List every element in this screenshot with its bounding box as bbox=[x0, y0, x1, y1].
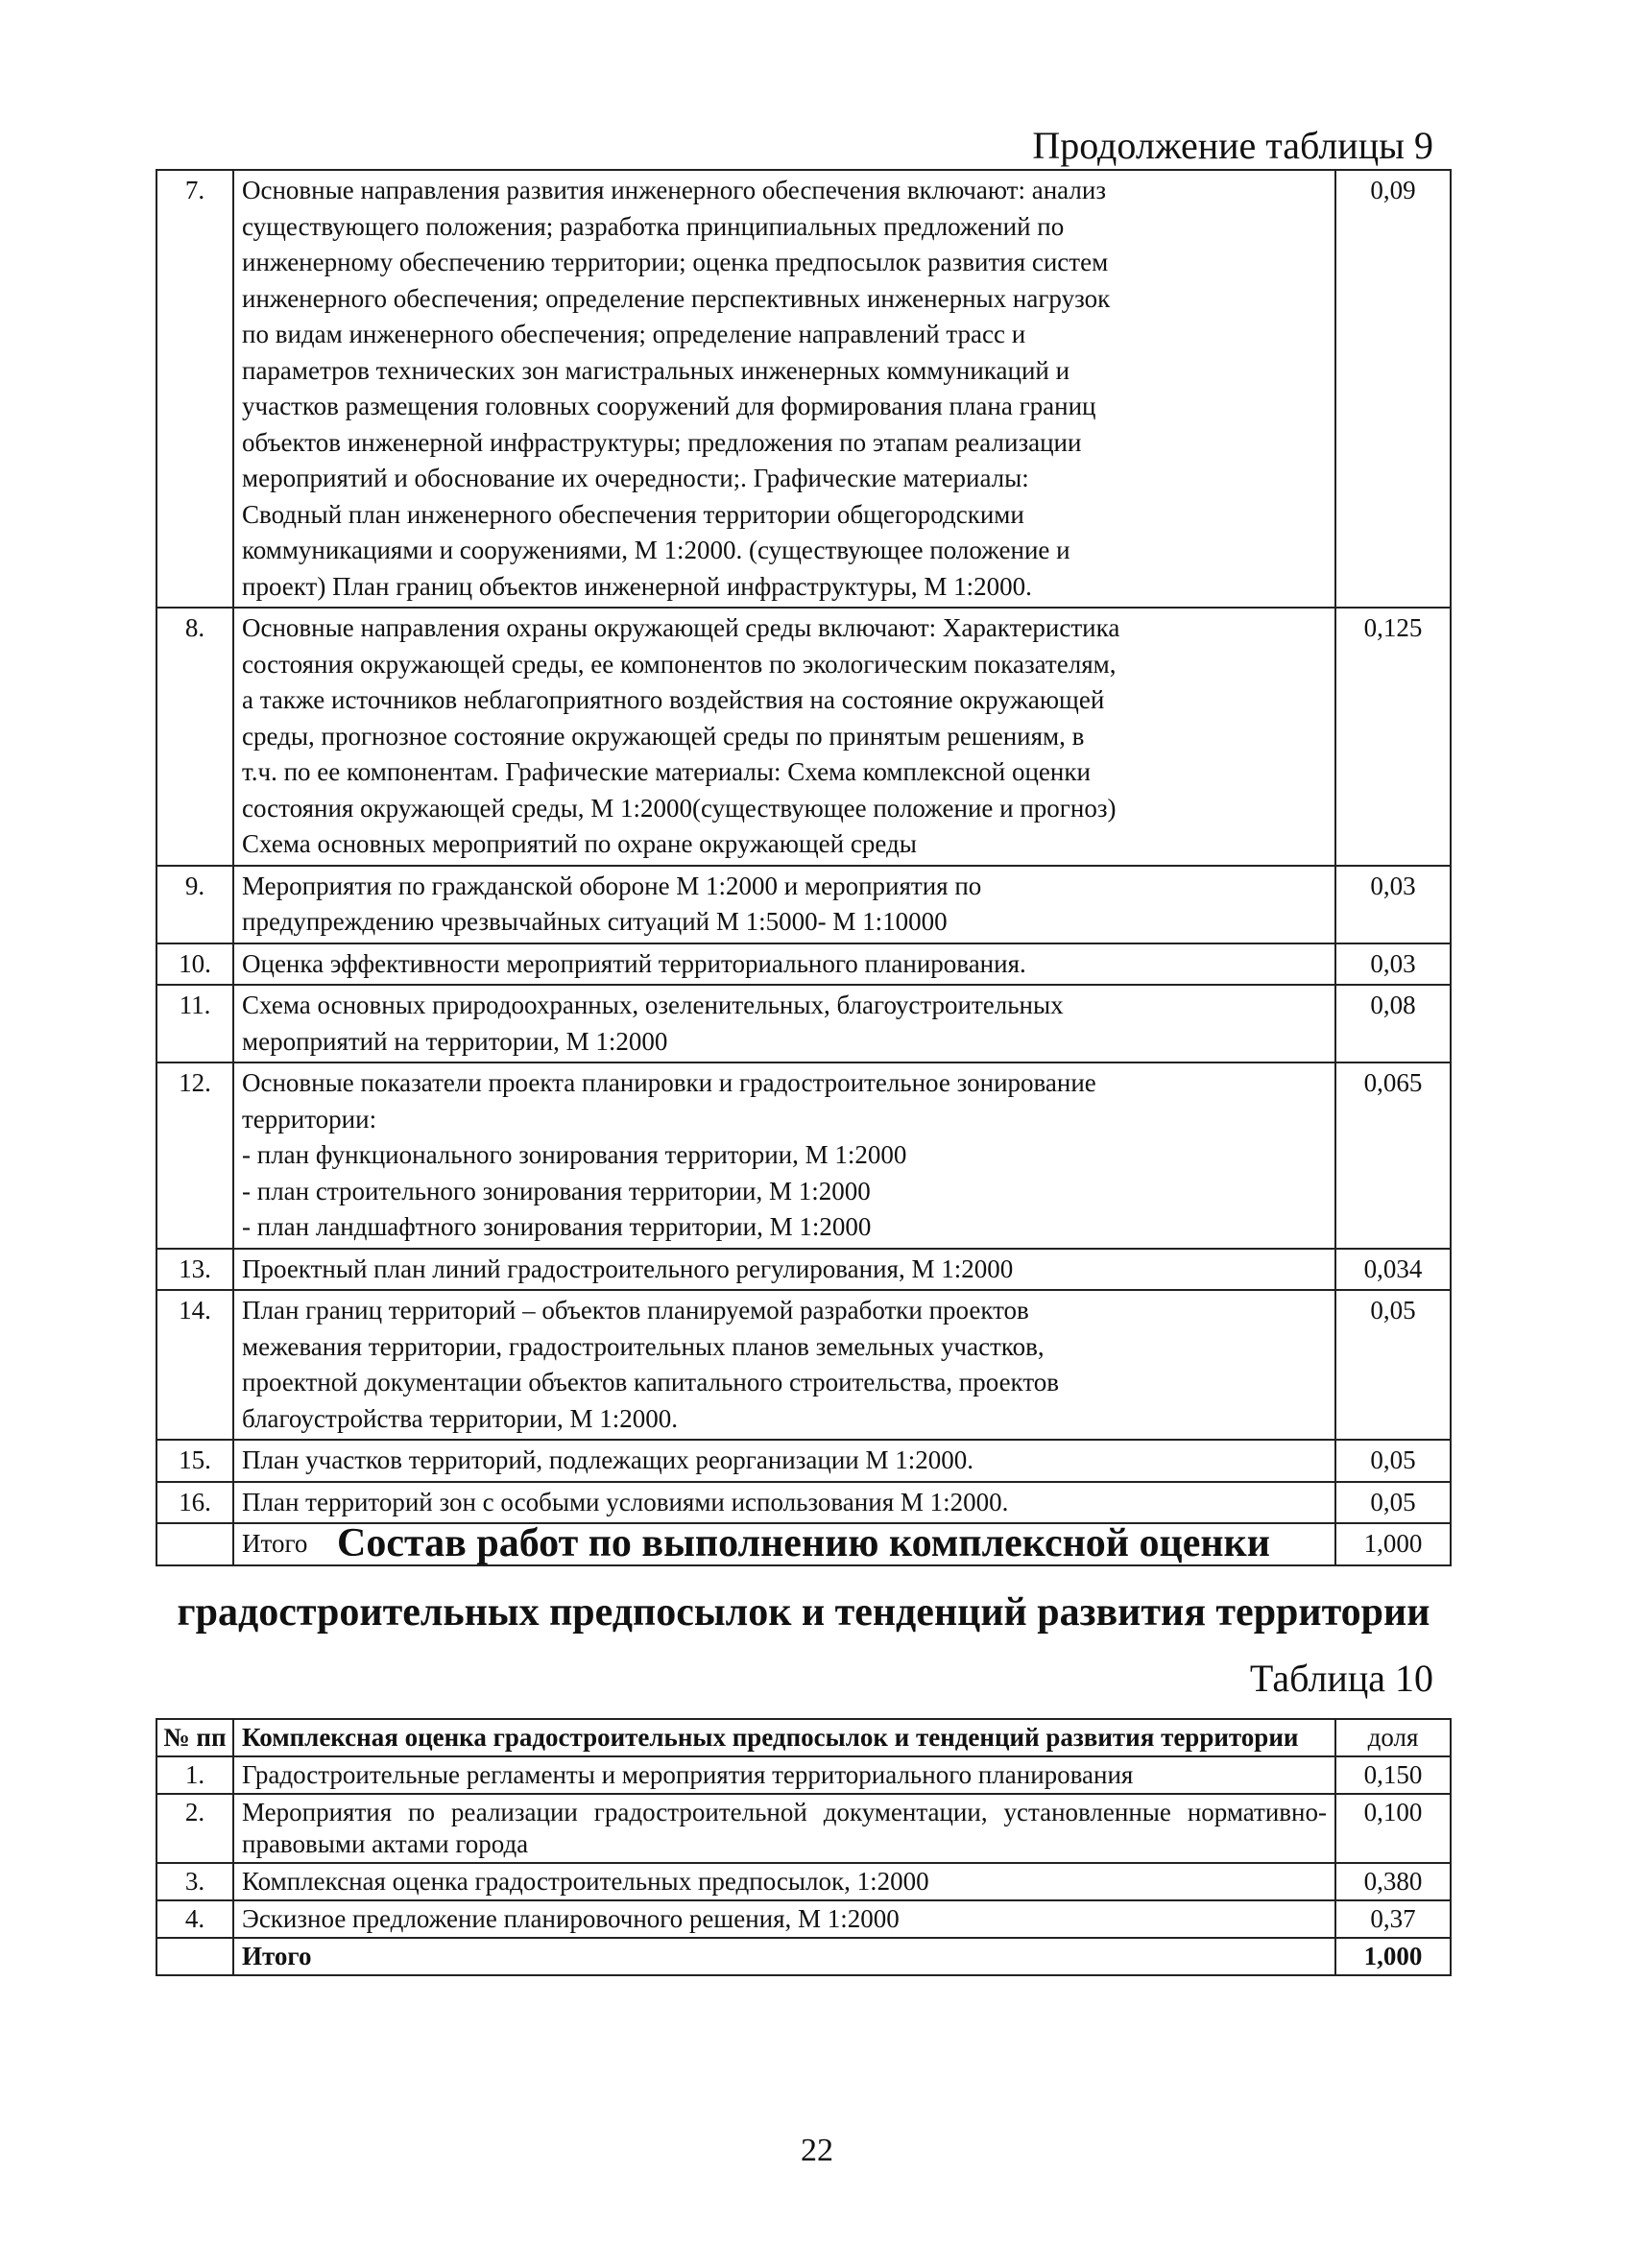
table-row bbox=[156, 1900, 1451, 1938]
table-row bbox=[156, 1756, 1451, 1794]
description-line: существующего положения; разработка принципиальных предложений по bbox=[242, 211, 1065, 241]
table-row bbox=[156, 1938, 1451, 1975]
description-line: среды, прогнозное состояние окружающей среды по принятым решениям, в bbox=[242, 721, 1085, 751]
description-line: проектной документации объектов капитального строительства, проектов bbox=[242, 1368, 1060, 1397]
description-line: межевания территории, градостроительных планов земельных участков, bbox=[242, 1331, 1045, 1361]
row-number: 16. bbox=[156, 1482, 233, 1524]
description-line: План границ территорий – объектов планируемой разработки проектов bbox=[242, 1296, 1029, 1325]
table-row bbox=[156, 1794, 1451, 1863]
row-share: 0,100 bbox=[1335, 1794, 1451, 1863]
table-row bbox=[156, 1290, 1451, 1440]
description-line: - план функционального зонирования территории, М 1:2000 bbox=[242, 1140, 907, 1169]
row-description bbox=[233, 170, 1335, 608]
description-line: состояния окружающей среды, ее компонентов по экологическим показателям, bbox=[242, 649, 1117, 679]
row-description bbox=[233, 1482, 1335, 1524]
row-share: 0,03 bbox=[1335, 866, 1451, 943]
description-line: мероприятий на территории, М 1:2000 bbox=[242, 1026, 668, 1056]
description-line: Проектный план линий градостроительного регулирования, М 1:2000 bbox=[242, 1253, 1014, 1283]
row-description bbox=[233, 608, 1335, 866]
row-share: 0,03 bbox=[1335, 943, 1451, 986]
table-row bbox=[156, 170, 1451, 608]
row-description bbox=[233, 985, 1335, 1062]
description-line: коммуникациями и сооружениями, М 1:2000. (существующее положение и bbox=[242, 536, 1070, 564]
table-row bbox=[156, 1482, 1451, 1524]
description-line: территории: bbox=[242, 1104, 377, 1134]
table-row bbox=[156, 1440, 1451, 1482]
description-line: а также источников неблагоприятного воздействия на состояние окружающей bbox=[242, 685, 1105, 714]
row-number: 9. bbox=[156, 866, 233, 943]
header-share: доля bbox=[1335, 1719, 1451, 1756]
description-line: инженерного обеспечения; определение перспективных инженерных нагрузок bbox=[242, 283, 1111, 313]
row-share: 0,09 bbox=[1335, 170, 1451, 608]
row-share: 1,000 bbox=[1335, 1938, 1451, 1975]
description-line: Основные направления охраны окружающей среды включают: Характеристика bbox=[242, 613, 1120, 642]
row-number: 15. bbox=[156, 1440, 233, 1482]
row-number: 1. bbox=[156, 1756, 233, 1794]
row-number: 3. bbox=[156, 1863, 233, 1900]
description-line: предупреждению чрезвычайных ситуаций М 1:5000- М 1:10000 bbox=[242, 907, 948, 936]
row-number: 7. bbox=[156, 170, 233, 608]
row-number bbox=[156, 1938, 233, 1975]
section-heading-line-1: Состав работ по выполнению комплексной оценки bbox=[337, 1521, 1270, 1565]
row-share: 0,065 bbox=[1335, 1062, 1451, 1249]
row-description bbox=[233, 1062, 1335, 1249]
row-description bbox=[233, 1440, 1335, 1482]
description-line: Основные показатели проекта планировки и градостроительное зонирование bbox=[242, 1068, 1096, 1097]
row-number: 10. bbox=[156, 943, 233, 986]
row-number: 2. bbox=[156, 1794, 233, 1863]
row-number: 13. bbox=[156, 1249, 233, 1291]
description-line: по видам инженерного обеспечения; определение направлений трасс и bbox=[242, 320, 1026, 348]
table-row bbox=[156, 1062, 1451, 1249]
table-row bbox=[156, 985, 1451, 1062]
description-line: объектов инженерной инфраструктуры; предложения по этапам реализации bbox=[242, 427, 1082, 457]
table-row bbox=[156, 1249, 1451, 1291]
header-description: Комплексная оценка градостроительных предпосылок и тенденций развития территории bbox=[233, 1719, 1335, 1756]
row-description bbox=[233, 1290, 1335, 1440]
description-line: проект) План границ объектов инженерной инфраструктуры, М 1:2000. bbox=[242, 571, 1032, 601]
description-line: мероприятий и обоснование их очередности;. Графические материалы: bbox=[242, 464, 1029, 492]
row-share: 0,08 bbox=[1335, 985, 1451, 1062]
description-line: Итого bbox=[242, 1529, 308, 1558]
description-line: благоустройства территории, М 1:2000. bbox=[242, 1403, 678, 1433]
description-line: Схема основных природоохранных, озеленительных, благоустроительных bbox=[242, 991, 1064, 1019]
table-header-row bbox=[156, 1719, 1451, 1756]
description-line: Сводный план инженерного обеспечения территории общегородскими bbox=[242, 499, 1024, 529]
row-share: 0,150 bbox=[1335, 1756, 1451, 1794]
header-num: № пп bbox=[156, 1719, 233, 1756]
description-line: - план ландшафтного зонирования территории, М 1:2000 bbox=[242, 1212, 872, 1241]
row-share: 0,125 bbox=[1335, 608, 1451, 866]
row-share: 0,034 bbox=[1335, 1249, 1451, 1291]
row-share: 0,05 bbox=[1335, 1440, 1451, 1482]
row-number: 8. bbox=[156, 608, 233, 866]
row-share: 0,05 bbox=[1335, 1290, 1451, 1440]
description-line: - план строительного зонирования территории, М 1:2000 bbox=[242, 1176, 871, 1206]
page-number: 22 bbox=[801, 2133, 833, 2168]
description-line: инженерному обеспечению территории; оценка предпосылок развития систем bbox=[242, 248, 1109, 276]
row-number: 12. bbox=[156, 1062, 233, 1249]
row-number: 11. bbox=[156, 985, 233, 1062]
table-row bbox=[156, 1863, 1451, 1900]
description-line: План территорий зон с особыми условиями использования М 1:2000. bbox=[242, 1487, 1009, 1516]
table-10 bbox=[156, 1718, 1452, 1976]
description-line: Схема основных мероприятий по охране окружающей среды bbox=[242, 829, 917, 858]
table-row bbox=[156, 943, 1451, 986]
table-10-label: Таблица 10 bbox=[1249, 1657, 1433, 1700]
row-share: 1,000 bbox=[1335, 1523, 1451, 1565]
row-share: 0,05 bbox=[1335, 1482, 1451, 1524]
description-line: Основные направления развития инженерного обеспечения включают: анализ bbox=[242, 176, 1106, 204]
row-number: 14. bbox=[156, 1290, 233, 1440]
description-line: состояния окружающей среды, М 1:2000(существующее положение и прогноз) bbox=[242, 793, 1117, 823]
description-line: участков размещения головных сооружений для формирования плана границ bbox=[242, 392, 1096, 420]
section-heading-line-2: градостроительных предпосылок и тенденций развития территории bbox=[177, 1590, 1430, 1635]
table-row bbox=[156, 866, 1451, 943]
table-row bbox=[156, 608, 1451, 866]
description-line: т.ч. по ее компонентам. Графические материалы: Схема комплексной оценки bbox=[242, 757, 1091, 786]
continuation-title: Продолжение таблицы 9 bbox=[1032, 124, 1433, 167]
description-line: План участков территорий, подлежащих реорганизации М 1:2000. bbox=[242, 1445, 974, 1474]
row-description: Итого bbox=[233, 1938, 1335, 1975]
row-number: 4. bbox=[156, 1900, 233, 1938]
description-line: Оценка эффективности мероприятий территориального планирования. bbox=[242, 948, 1026, 978]
row-description bbox=[233, 943, 1335, 986]
table-9 bbox=[156, 169, 1452, 1566]
description-line: параметров технических зон магистральных инженерных коммуникаций и bbox=[242, 355, 1070, 385]
description-line: Мероприятия по гражданской обороне М 1:2000 и мероприятия по bbox=[242, 871, 982, 900]
row-description bbox=[233, 866, 1335, 943]
row-description: Градостроительные регламенты и мероприятия территориального планирования bbox=[233, 1756, 1335, 1794]
row-description: Комплексная оценка градостроительных предпосылок, 1:2000 bbox=[233, 1863, 1335, 1900]
row-description: Мероприятия по реализации градостроительной документации, установленные нормативно-правовыми актами города bbox=[233, 1794, 1335, 1863]
row-description: Эскизное предложение планировочного решения, М 1:2000 bbox=[233, 1900, 1335, 1938]
row-share: 0,37 bbox=[1335, 1900, 1451, 1938]
row-share: 0,380 bbox=[1335, 1863, 1451, 1900]
row-description bbox=[233, 1249, 1335, 1291]
